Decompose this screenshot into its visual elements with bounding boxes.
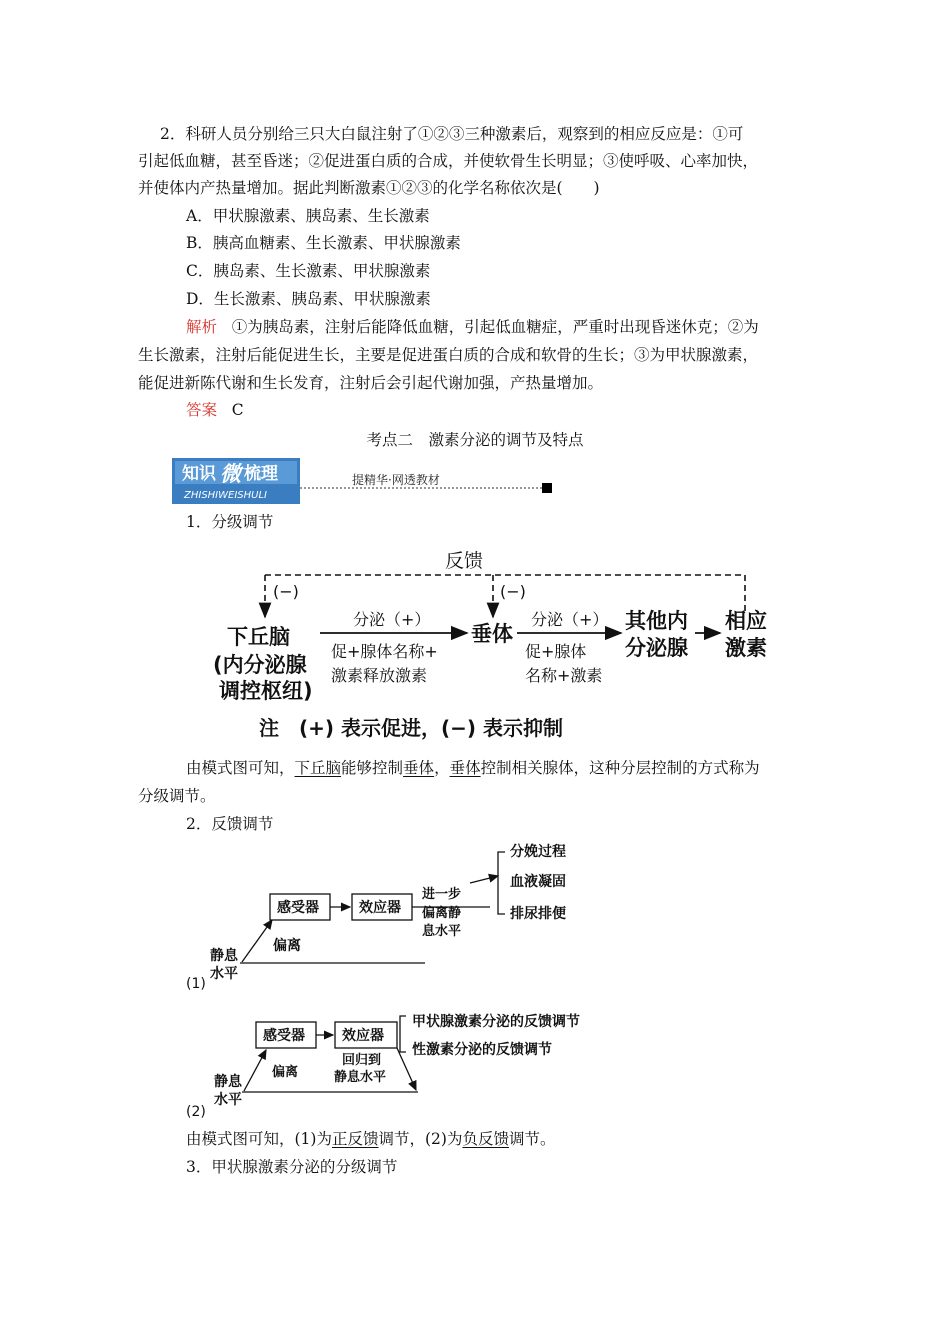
- step-label-1: 进一步: [422, 887, 462, 902]
- summary-text: 由模式图可知，: [186, 759, 295, 777]
- step-label-3: 息水平: [422, 924, 462, 939]
- question-line-2: 引起低血糖，甚至昏迷；②促进蛋白质的合成，并使软骨生长明显；③使呼吸、心率加快，: [138, 152, 759, 170]
- hormone-label-1: 相应: [725, 609, 767, 633]
- answer-line: [186, 399, 244, 421]
- positive-feedback-diagram: [180, 838, 600, 998]
- underline-positive-feedback: 正反馈: [331, 1130, 379, 1148]
- return-label-2: 静息水平: [334, 1070, 387, 1085]
- grading-summary-line-1: [186, 757, 760, 779]
- step-label-2: 偏离静: [422, 906, 462, 921]
- analysis-line-3: 能促进新陈代谢和生长发育，注射后会引起代谢加强，产热量增加。: [138, 374, 604, 392]
- analysis-line-2: 生长激素，注射后能促进生长，主要是促进蛋白质的合成和软骨的生长；③为甲状腺激素，: [138, 346, 759, 364]
- summary-text: 调节。: [508, 1130, 556, 1148]
- output-1-1: 分娩过程: [510, 844, 566, 860]
- inhibit-mark-1: (−): [273, 582, 299, 601]
- rest-level-1a: 静息: [210, 948, 238, 964]
- answer-label: 答案: [186, 401, 218, 419]
- return-label-1: 回归到: [342, 1053, 382, 1068]
- analysis-label: 解析: [186, 318, 218, 336]
- deviation-label-2: 偏离: [272, 1065, 299, 1080]
- banner-pinyin: ZHISHIWEISHULI: [184, 490, 267, 501]
- gland-label-1: 其他内: [625, 609, 688, 633]
- receptor-label-2: 感受器: [263, 1028, 305, 1044]
- heading-feedback-regulation: 2．反馈调节: [186, 815, 274, 833]
- feedback-summary: [186, 1128, 555, 1150]
- arrow2-bottom-1: 促+腺体: [525, 642, 587, 661]
- banner-title-b: 微: [220, 462, 241, 486]
- banner-end-square: [542, 483, 552, 493]
- hypothalamus-sub-1: (内分泌腺: [213, 653, 307, 677]
- underline-hypothalamus: 下丘脑: [294, 759, 342, 777]
- option-a: A．甲状腺激素、胰岛素、生长激素: [186, 207, 430, 225]
- banner-title-c: 梳理: [244, 464, 278, 484]
- banner-tagline: 提精华·网透教材: [352, 473, 440, 487]
- arrow2-top-label: 分泌（+）: [531, 610, 609, 629]
- figure-label-2: (2): [186, 1104, 206, 1120]
- summary-text: 控制相关腺体，这种分层控制的方式称为: [480, 759, 760, 777]
- arrow1-top-label: 分泌（+）: [353, 610, 431, 629]
- rest-level-2a: 静息: [214, 1074, 242, 1090]
- underline-negative-feedback: 负反馈: [462, 1130, 509, 1148]
- figure-label-1: (1): [186, 976, 206, 992]
- effector-label-1: 效应器: [359, 900, 401, 916]
- question-line-1: 2．科研人员分别给三只大白鼠注射了①②③三种激素后，观察到的相应反应是：①可: [160, 125, 744, 143]
- summary-text: ，: [434, 759, 450, 777]
- summary-text: 能够控制: [341, 759, 404, 777]
- banner-title-a: 知识: [182, 464, 216, 484]
- arrow1-bottom-1: 促+腺体名称+: [331, 642, 438, 661]
- summary-text: 由模式图可知，(1)为: [186, 1130, 332, 1148]
- hypothalamus-label: 下丘脑: [227, 625, 290, 649]
- option-d: D．生长激素、胰岛素、甲状腺激素: [186, 290, 431, 308]
- output-2-2: 性激素分泌的反馈调节: [412, 1042, 552, 1058]
- inhibit-mark-2: (−): [500, 582, 526, 601]
- arrow1-bottom-2: 激素释放激素: [331, 666, 428, 685]
- pituitary-label: 垂体: [471, 622, 513, 646]
- receptor-label-1: 感受器: [277, 900, 319, 916]
- hypothalamus-sub-2: 调控枢纽): [219, 679, 313, 703]
- output-1-3: 排尿排便: [510, 906, 566, 922]
- hormone-label-2: 激素: [725, 636, 767, 660]
- heading-thyroid-regulation: 3．甲状腺激素分泌的分级调节: [186, 1158, 398, 1176]
- effector-label-2: 效应器: [342, 1028, 384, 1044]
- underline-pituitary-2: 垂体: [449, 759, 481, 777]
- diagram-note: 注 (+) 表示促进，(−) 表示抑制: [259, 716, 564, 740]
- heading-grading-regulation: 1．分级调节: [186, 513, 274, 531]
- rest-level-2b: 水平: [214, 1092, 242, 1108]
- answer-value: C: [231, 401, 244, 419]
- output-1-2: 血液凝固: [510, 874, 566, 890]
- arrow2-bottom-2: 名称+激素: [525, 666, 603, 685]
- analysis-text-1: ①为胰岛素，注射后能降低血糖，引起低血糖症，严重时出现昏迷休克；②为: [231, 318, 759, 336]
- question-line-3: 并使体内产热量增加。据此判断激素①②③的化学名称依次是( ): [138, 179, 600, 197]
- knowledge-banner: [172, 458, 552, 504]
- rest-level-1b: 水平: [210, 966, 238, 982]
- option-b: B．胰高血糖素、生长激素、甲状腺激素: [186, 234, 461, 252]
- option-c: C．胰岛素、生长激素、甲状腺激素: [186, 262, 431, 280]
- negative-feedback-diagram: [180, 1008, 620, 1123]
- gland-label-2: 分泌腺: [625, 636, 688, 660]
- grading-regulation-diagram: [205, 545, 805, 745]
- grading-summary-line-2: 分级调节。: [138, 787, 216, 805]
- output-bracket-2: [400, 1016, 406, 1052]
- output-bracket-1: [498, 852, 505, 914]
- deviation-label-1: 偏离: [273, 938, 301, 954]
- underline-pituitary: 垂体: [403, 759, 435, 777]
- section-title: 考点二 激素分泌的调节及特点: [366, 431, 584, 449]
- feedback-label: 反馈: [445, 550, 484, 572]
- output-2-1: 甲状腺激素分泌的反馈调节: [412, 1014, 580, 1030]
- analysis-line-1: [186, 316, 759, 338]
- summary-text: 调节，(2)为: [378, 1130, 463, 1148]
